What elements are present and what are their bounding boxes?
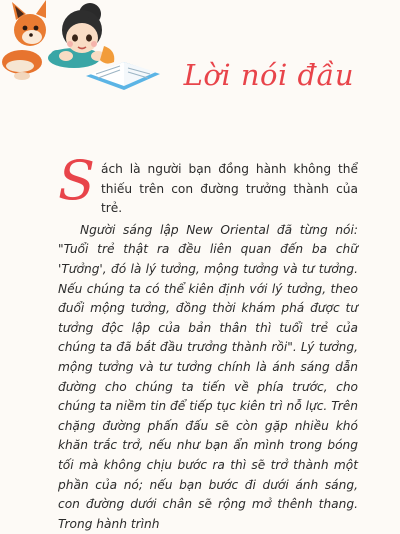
page-heading: Lời nói đầu: [183, 58, 354, 92]
paragraph-2: Người sáng lập New Oriental đã từng nói: "Tuổi trẻ thật ra đều liên quan đến ba chữ 'Tưởng', đó là lý tưởng, mộng tưởng và tư tưởng. Nếu chúng ta có thể kiên định với lý tưởng, theo đuổi mộng tưởng, đồng thời khám phá được tư tưởng độc lập của bản thân thì tuổi trẻ của chúng ta đã bắt đầu trưởng thành rồi". Lý tưởng, mộng tưởng và tư tưởng chính là ánh sáng dẫn đường cho chúng ta tiến về phía trước, cho chúng ta niềm tin để tiếp tục kiên trì nỗ lực. Trên chặng đường phấn đấu sẽ còn gặp nhiều khó khăn trắc trở, nếu như bạn ẩn mình trong bóng tối mà không chịu bước ra thì sẽ trở thành một phần của nó; nếu bạn bước đi dưới ánh sáng, con đường dưới chân sẽ rộng mở thênh thang. Trong hành trình: [58, 222, 358, 531]
paragraph-1: [58, 149, 358, 219]
children-reading-illustration: [0, 0, 200, 90]
drop-cap-letter: S: [58, 149, 95, 212]
foreword-body: [58, 149, 358, 534]
child-figure: [48, 3, 114, 68]
open-book: [86, 62, 160, 90]
fox-figure: [2, 0, 46, 80]
paragraph-1-text: ách là người bạn đồng hành không thể thiếu trên con đường trưởng thành của trẻ.: [101, 162, 358, 216]
